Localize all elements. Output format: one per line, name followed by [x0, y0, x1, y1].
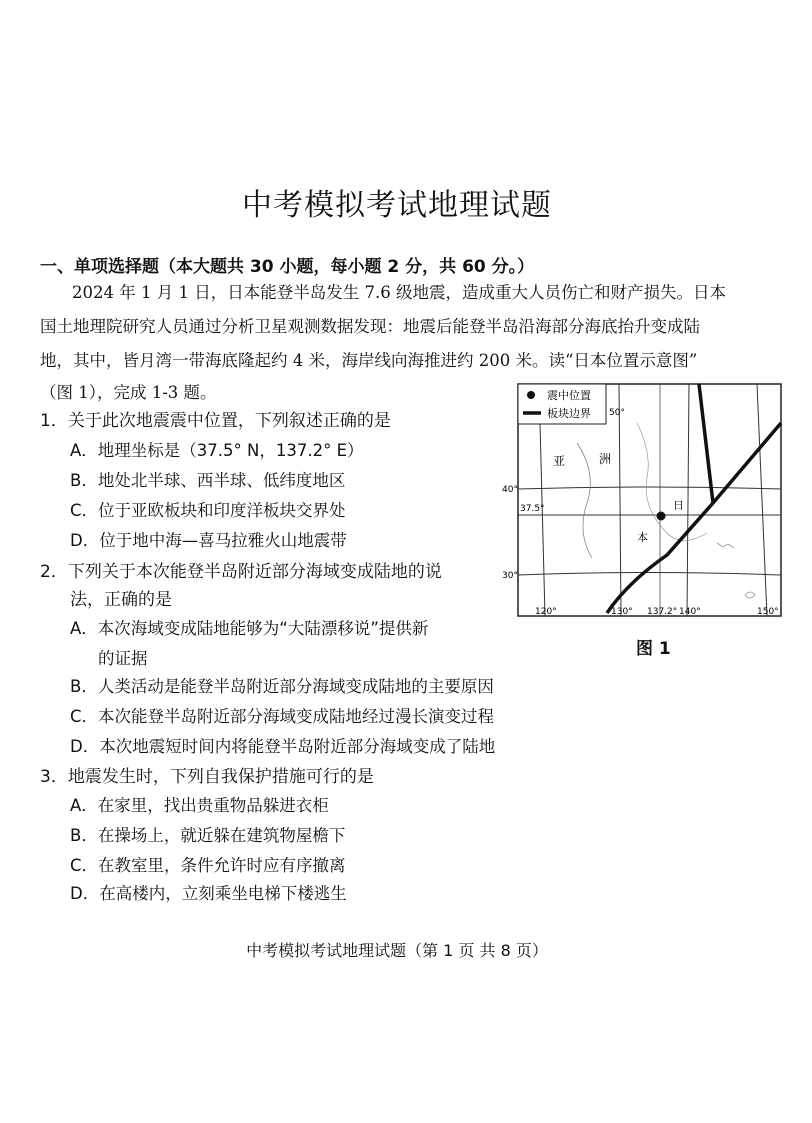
question-1-option-b: B．地处北半球、西半球、低纬度地区 — [70, 471, 346, 490]
intro-line-3: 地，其中，皆月湾一带海底隆起约 4 米，海岸线向海推进约 200 米。读“日本位置示意图” — [40, 351, 698, 370]
question-2-stem-line-2: 法，正确的是 — [70, 590, 172, 610]
tick-lat-40: 40° — [502, 485, 518, 495]
label-ri: 日 — [673, 499, 684, 512]
question-3-option-c: C．在教室里，条件允许时应有序撤离 — [70, 856, 346, 875]
question-3-option-d: D．在高楼内，立刻乘坐电梯下楼逃生 — [70, 884, 347, 903]
tick-lat-50: 50° — [609, 408, 625, 418]
tick-lon-140: 140° — [679, 607, 701, 617]
question-2-stem-line-1: 2．下列关于本次能登半岛附近部分海域变成陆地的说 — [40, 562, 442, 582]
page-title: 中考模拟考试地理试题 — [242, 188, 552, 223]
intro-line-2: 国土地理院研究人员通过分析卫星观测数据发现：地震后能登半岛沿海部分海底抬升变成陆 — [40, 317, 700, 336]
question-1-option-c: C．位于亚欧板块和印度洋板块交界处 — [70, 501, 346, 520]
tick-lon-137-2: 137.2° — [647, 607, 678, 617]
legend-boundary-label: 板块边界 — [547, 407, 591, 420]
label-zhou: 洲 — [599, 452, 612, 466]
tick-lon-120: 120° — [535, 607, 557, 617]
epicenter-dot — [657, 512, 666, 521]
question-2-option-b: B．人类活动是能登半岛附近部分海域变成陆地的主要原因 — [70, 677, 494, 696]
label-ben: 本 — [637, 531, 648, 544]
question-2-option-a: A．本次海域变成陆地能够为“大陆漂移说”提供新 — [70, 619, 429, 638]
tick-lon-130: 130° — [611, 607, 633, 617]
question-1-option-d: D．位于地中海—喜马拉雅火山地震带 — [70, 531, 347, 550]
question-2-option-c: C．本次能登半岛附近部分海域变成陆地经过漫长演变过程 — [70, 707, 495, 726]
label-ya: 亚 — [553, 454, 566, 468]
japan-location-map — [502, 383, 782, 623]
question-3-stem: 3．地震发生时，下列自我保护措施可行的是 — [40, 767, 374, 787]
question-3-option-a: A．在家里，找出贵重物品躲进衣柜 — [70, 796, 329, 815]
question-2-option-d: D．本次地震短时间内将能登半岛附近部分海域变成了陆地 — [70, 737, 496, 756]
question-3-option-b: B．在操场上，就近躲在建筑物屋檐下 — [70, 826, 346, 845]
tick-lon-150: 150° — [757, 607, 779, 617]
question-2-option-a-cont: 的证据 — [98, 649, 148, 668]
intro-line-4: （图 1），完成 1-3 题。 — [40, 383, 217, 402]
tick-lat-37-5: 37.5° — [520, 504, 545, 514]
tick-lat-30: 30° — [502, 571, 518, 581]
question-1-option-a: A．地理坐标是（37.5° N，137.2° E） — [70, 441, 364, 460]
legend-epicenter-label: 震中位置 — [547, 389, 591, 402]
section-heading: 一、单项选择题（本大题共 30 小题，每小题 2 分，共 60 分。） — [40, 257, 535, 277]
page-footer: 中考模拟考试地理试题（第 1 页 共 8 页） — [246, 941, 548, 960]
question-1-stem: 1．关于此次地震震中位置，下列叙述正确的是 — [40, 411, 391, 431]
legend-epicenter-symbol — [527, 391, 535, 399]
figure-caption: 图 1 — [636, 639, 671, 659]
intro-line-1: 2024 年 1 月 1 日，日本能登半岛发生 7.6 级地震，造成重大人员伤亡和财产损失。日本 — [72, 283, 726, 302]
